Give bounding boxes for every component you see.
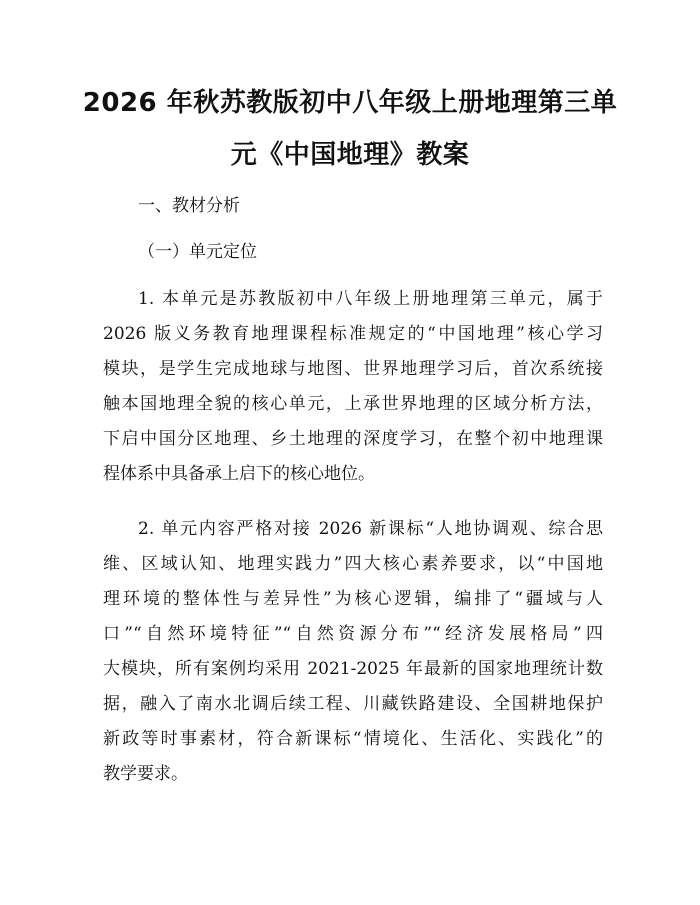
paragraph-line: 下启中国分区地理、乡土地理的深度学习，在整个初中地理课 [103,429,603,449]
paragraph-line: 大模块，所有案例均采用 2021-2025 年最新的国家地理统计数 [103,659,603,679]
paragraph-line: 口”“自然环境特征”“自然资源分布”“经济发展格局”四 [103,624,603,644]
document-title-line-1: 2026 年秋苏教版初中八年级上册地理第三单 [82,88,618,118]
paragraph-1 [103,282,603,492]
section-heading: 一、教材分析 [138,196,240,216]
paragraph-line: 模块，是学生完成地球与地图、世界地理学习后，首次系统接 [103,359,603,379]
paragraph-line: 触本国地理全貌的核心单元，上承世界地理的区域分析方法， [103,394,603,414]
paragraph-line: 2. 单元内容严格对接 2026 新课标“人地协调观、综合思 [138,519,603,539]
paragraph-line: 教学要求。 [103,764,188,784]
paragraph-line: 新政等时事素材，符合新课标“情境化、生活化、实践化”的 [103,729,603,749]
document-title-line-2: 元《中国地理》教案 [230,140,470,170]
paragraph-2 [103,512,603,792]
paragraph-line: 理环境的整体性与差异性”为核心逻辑，编排了“疆域与人 [103,589,603,609]
section-subheading: （一）单元定位 [138,242,257,262]
paragraph-line: 据，融入了南水北调后续工程、川藏铁路建设、全国耕地保护 [103,694,603,714]
paragraph-line: 维、区域认知、地理实践力”四大核心素养要求，以“中国地 [103,554,603,574]
paragraph-line: 1. 本单元是苏教版初中八年级上册地理第三单元，属于 [138,289,603,309]
paragraph-line: 2026 版义务教育地理课程标准规定的“中国地理”核心学习 [103,324,603,344]
paragraph-line: 程体系中具备承上启下的核心地位。 [103,464,375,484]
